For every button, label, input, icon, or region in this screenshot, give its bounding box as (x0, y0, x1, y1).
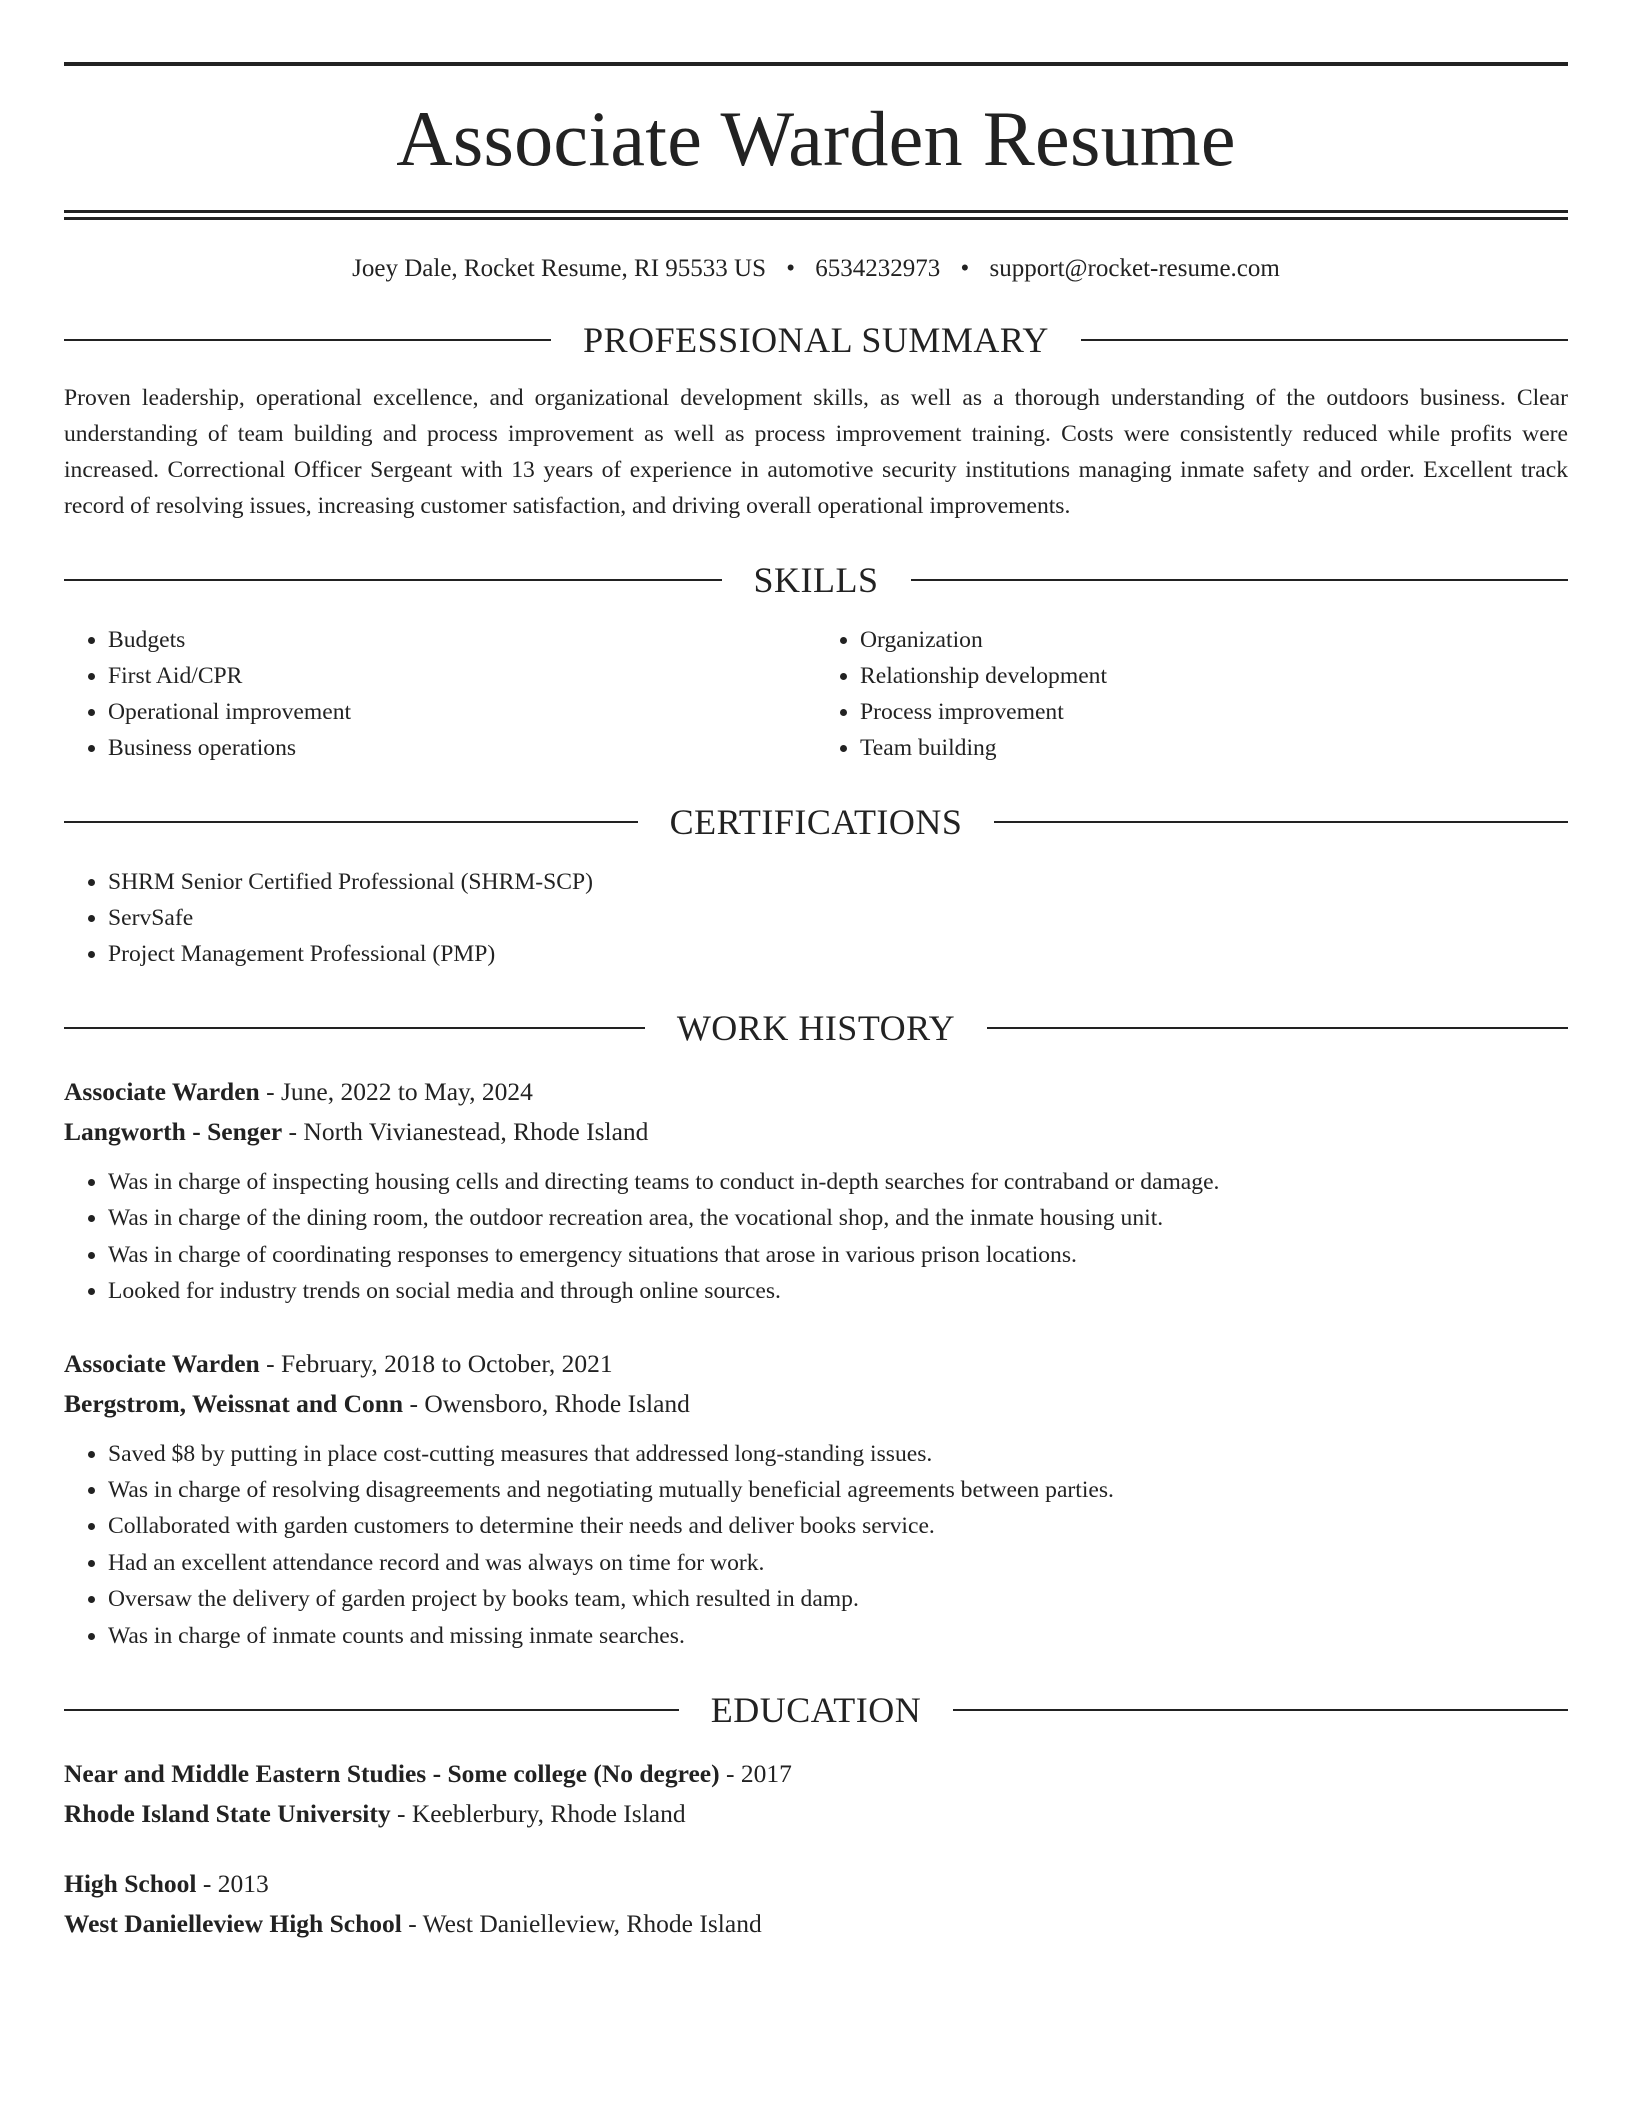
education-degree-line (64, 1754, 1568, 1794)
education-school: West Danielleview High School (64, 1909, 402, 1939)
section-title: EDUCATION (710, 1690, 922, 1731)
heading-rule-left (64, 1709, 679, 1711)
education-school-line (64, 1904, 1568, 1944)
education-entry (64, 1754, 1568, 1834)
contact-separator: • (960, 255, 970, 282)
job-bullet: • Was in charge of inspecting housing cells and directing teams to conduct in-depth searches for contraband or damage. (108, 1164, 1568, 1200)
education-section-heading (64, 1688, 1568, 1732)
summary-text: Proven leadership, operational excellence, and organizational development skills, as well as a thorough understanding of the outdoors business. Clear understanding of team building and process improvement as well as process improvement training. Costs were consistently reduced while profits were increased. Correctional Officer Sergeant with 13 years of experience in automotive security institutions managing inmate safety and order. Excellent track record of resolving issues, increasing customer satisfaction, and driving overall operational improvements. (64, 385, 1568, 519)
contact-line (64, 254, 1568, 284)
job-dates: - February, 2018 to October, 2021 (259, 1348, 613, 1378)
contact-email: support@rocket-resume.com (989, 255, 1280, 282)
job-entry (64, 1344, 1568, 1654)
heading-rule-left (64, 1027, 645, 1029)
job-location: - Owensboro, Rhode Island (403, 1388, 690, 1418)
job-company: Bergstrom, Weissnat and Conn (64, 1388, 404, 1418)
job-bullet: • Was in charge of coordinating responses to emergency situations that arose in various prison locations. (108, 1237, 1568, 1273)
education-degree: High School (64, 1869, 197, 1899)
education-year: - 2013 (196, 1869, 269, 1899)
job-company-line (64, 1384, 1568, 1424)
heading-rule-left (64, 821, 638, 823)
job-bullet: • Looked for industry trends on social media and through online sources. (108, 1273, 1568, 1309)
job-bullets (64, 1436, 1568, 1654)
contact-separator: • (786, 255, 796, 282)
certifications-list (64, 864, 1568, 972)
job-entry (64, 1072, 1568, 1310)
skill-item: • Process improvement (860, 694, 1568, 730)
heading-rule-left (64, 339, 551, 341)
contact-phone: 6534232973 (815, 255, 941, 282)
heading-rule-right (953, 1709, 1568, 1711)
education-school: Rhode Island State University (64, 1799, 391, 1829)
job-bullet: • Was in charge of resolving disagreements and negotiating mutually beneficial agreements between parties. (108, 1472, 1568, 1508)
skill-item: • Business operations (108, 730, 816, 766)
job-bullet: • Oversaw the delivery of garden project by books team, which resulted in damp. (108, 1581, 1568, 1617)
certification-item: • SHRM Senior Certified Professional (SHRM-SCP) (108, 864, 1568, 900)
work-section-heading (64, 1006, 1568, 1050)
skills-list (64, 622, 1568, 766)
job-title: Associate Warden (64, 1348, 260, 1378)
certification-item: • ServSafe (108, 900, 1568, 936)
skill-item: • Budgets (108, 622, 816, 658)
skills-column-left (64, 622, 816, 766)
skill-item: • Relationship development (860, 658, 1568, 694)
education-entry (64, 1864, 1568, 1944)
job-title: Associate Warden (64, 1077, 260, 1106)
heading-rule-left (64, 579, 722, 581)
job-dates: - June, 2022 to May, 2024 (259, 1077, 533, 1106)
job-company: Langworth - Senger (64, 1117, 283, 1146)
title-double-rule (64, 210, 1568, 220)
certifications-section-heading (64, 800, 1568, 844)
job-bullet: • Collaborated with garden customers to determine their needs and deliver books service. (108, 1508, 1568, 1544)
education-school-line (64, 1794, 1568, 1834)
job-bullet: • Saved $8 by putting in place cost-cutting measures that addressed long-standing issues. (108, 1436, 1568, 1472)
summary-section-heading (64, 318, 1568, 362)
contact-address: Joey Dale, Rocket Resume, RI 95533 US (352, 255, 766, 282)
education-degree-line (64, 1864, 1568, 1904)
section-title: CERTIFICATIONS (669, 802, 963, 842)
skill-item: • First Aid/CPR (108, 658, 816, 694)
section-title: PROFESSIONAL SUMMARY (583, 320, 1049, 360)
education-location: - West Danielleview, Rhode Island (401, 1909, 762, 1939)
skill-item: • Operational improvement (108, 694, 816, 730)
job-bullet: • Was in charge of the dining room, the outdoor recreation area, the vocational shop, and the inmate housing unit. (108, 1200, 1568, 1236)
job-bullets (64, 1164, 1568, 1310)
education-year: - 2017 (719, 1759, 792, 1789)
job-bullet: • Had an excellent attendance record and was always on time for work. (108, 1545, 1568, 1581)
certification-item: • Project Management Professional (PMP) (108, 936, 1568, 972)
heading-rule-right (1081, 339, 1568, 341)
job-location: - North Vivianestead, Rhode Island (282, 1117, 649, 1146)
section-title: SKILLS (753, 560, 879, 600)
resume-title: Associate Warden Resume (396, 95, 1236, 182)
job-title-line (64, 1344, 1568, 1384)
heading-rule-right (987, 1027, 1568, 1029)
top-rule (64, 62, 1568, 66)
skill-item: • Team building (860, 730, 1568, 766)
section-title: WORK HISTORY (676, 1008, 956, 1048)
skills-column-right (816, 622, 1568, 766)
heading-rule-right (994, 821, 1568, 823)
skill-item: • Organization (860, 622, 1568, 658)
education-degree: Near and Middle Eastern Studies - Some college (No degree) (64, 1759, 720, 1789)
job-bullet: • Was in charge of inmate counts and missing inmate searches. (108, 1618, 1568, 1654)
heading-rule-right (911, 579, 1569, 581)
education-location: - Keeblerbury, Rhode Island (390, 1799, 686, 1829)
job-title-line (64, 1072, 1568, 1112)
job-company-line (64, 1112, 1568, 1152)
skills-section-heading (64, 558, 1568, 602)
